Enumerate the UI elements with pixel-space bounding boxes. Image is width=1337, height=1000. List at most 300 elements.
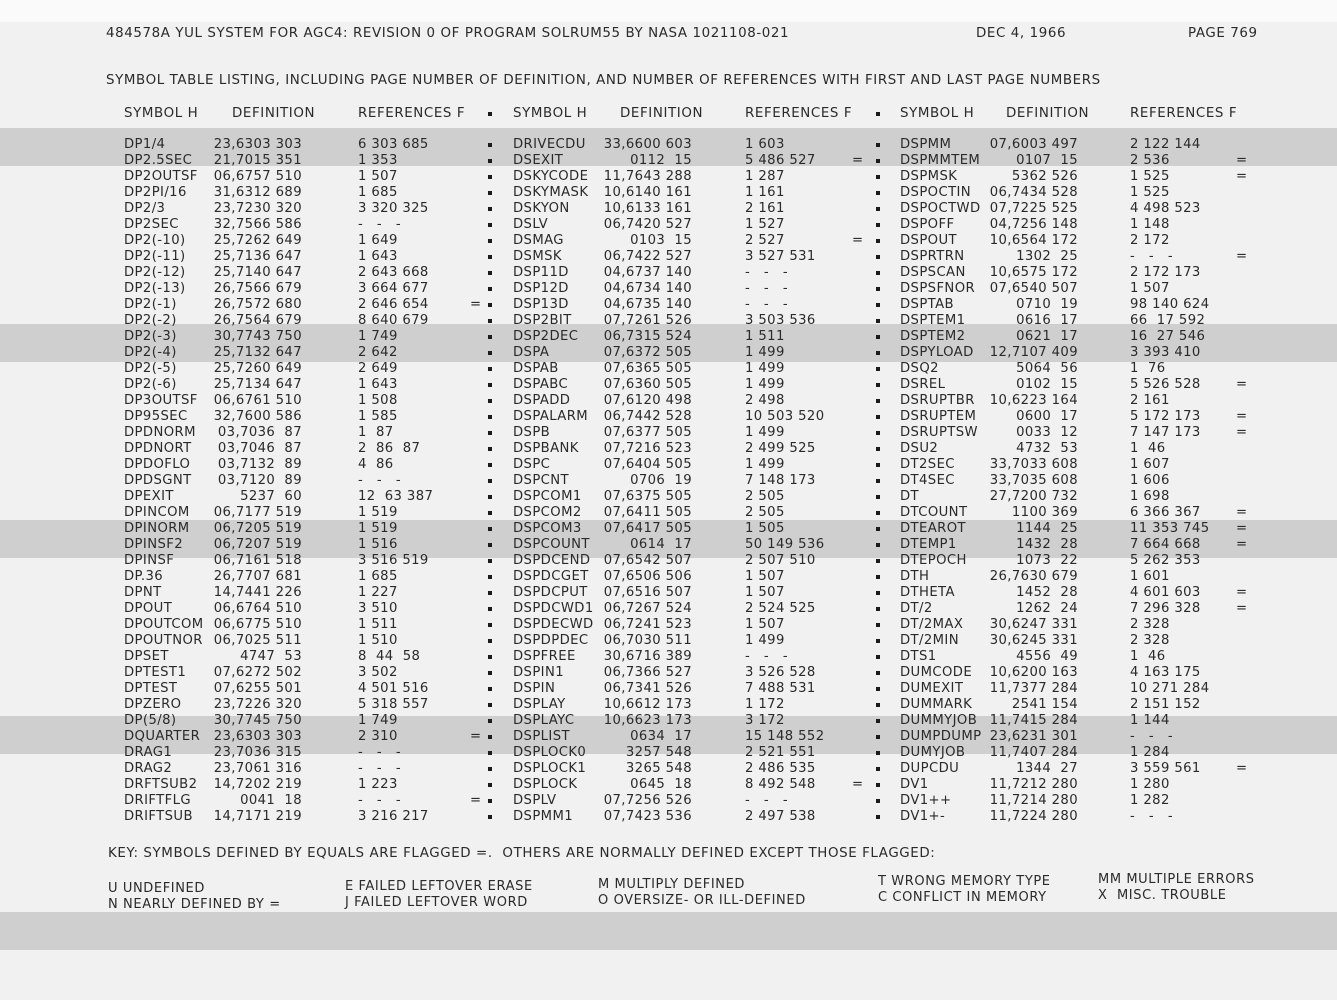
references-cell: 4 86 [358,457,394,472]
flag-cell: = [1236,425,1248,440]
references-cell: 11 353 745 [1130,521,1210,536]
column-separator-mark [876,703,880,707]
symbol-cell: DSRUPTSW [900,425,978,440]
flag-cell: = [1236,761,1248,776]
symbol-cell: DSPBANK [513,441,579,456]
symbol-cell: DSP11D [513,265,569,280]
references-cell: 1 525 [1130,169,1170,184]
references-cell: 2 310 [358,729,398,744]
legend-failed-leftover-erase: E FAILED LEFTOVER ERASE [345,879,533,894]
references-cell: - - - [1130,729,1174,744]
column-separator-mark [488,463,492,467]
references-cell: - - - [745,649,789,664]
definition-cell: 23,6303 303 [213,137,302,152]
references-cell: 1 282 [1130,793,1170,808]
references-cell: 1 507 [358,169,398,184]
column-separator-mark [876,415,880,419]
references-cell: - - - [745,265,789,280]
definition-cell: 25,7136 647 [213,249,302,264]
references-cell: 16 27 546 [1130,329,1206,344]
table-row [0,553,1337,569]
definition-cell: 07,6540 507 [989,281,1078,296]
references-cell: 5 262 353 [1130,553,1201,568]
symbol-cell: DPDNORM [124,425,196,440]
references-cell: 2 151 152 [1130,697,1201,712]
column-separator-mark [488,191,492,195]
column-separator-mark [876,431,880,435]
flag-cell: = [470,297,482,312]
references-cell: 4 501 516 [358,681,429,696]
symbol-cell: DSPAB [513,361,559,376]
symbol-cell: DSMAG [513,233,564,248]
column-separator-mark [876,399,880,403]
references-cell: 1 280 [1130,777,1170,792]
column-separator-mark [876,687,880,691]
flag-cell: = [1236,537,1248,552]
definition-cell: 4556 49 [1016,649,1078,664]
definition-cell: 1344 27 [1016,761,1078,776]
flag-cell: = [1236,409,1248,424]
references-cell: 1 685 [358,569,398,584]
symbol-cell: DT [900,489,920,504]
definition-cell: 33,7035 608 [989,473,1078,488]
references-cell: 1 649 [358,233,398,248]
symbol-cell: DSRUPTEM [900,409,977,424]
column-separator-mark [876,367,880,371]
symbol-cell: DPOUT [124,601,173,616]
definition-cell: 06,7420 527 [603,217,692,232]
symbol-cell: DP2(-10) [124,233,186,248]
references-cell: 1 223 [358,777,398,792]
symbol-cell: DP2(-12) [124,265,186,280]
references-cell: 2 643 668 [358,265,429,280]
column-separator-mark [876,319,880,323]
table-row [0,745,1337,761]
legend-conflict-in-memory: C CONFLICT IN MEMORY [878,890,1047,905]
symbol-cell: DSPMM1 [513,809,574,824]
col2-symbol-header: SYMBOL H [513,106,588,121]
symbol-cell: DSPMM [900,137,952,152]
flag-cell: = [1236,505,1248,520]
column-separator-mark [488,687,492,691]
references-cell: 6 303 685 [358,137,429,152]
definition-cell: 0107 15 [1016,153,1078,168]
references-cell: - - - [745,793,789,808]
symbol-cell: DTEAROT [900,521,966,536]
symbol-cell: DSPC [513,457,551,472]
symbol-cell: DSPOFF [900,217,955,232]
symbol-cell: DRFTSUB2 [124,777,198,792]
symbol-cell: DSPA [513,345,550,360]
symbol-cell: DRIFTFLG [124,793,191,808]
definition-cell: 10,6223 164 [989,393,1078,408]
symbol-cell: DP(5/8) [124,713,177,728]
definition-cell: 25,7134 647 [213,377,302,392]
column-separator-mark [876,159,880,163]
col3-symbol-header: SYMBOL H [900,106,975,121]
references-cell: - - - [745,297,789,312]
column-separator-mark [488,319,492,323]
symbol-cell: DSPIN1 [513,665,565,680]
column-separator-mark [488,719,492,723]
column-separator-mark [876,591,880,595]
definition-cell: 5064 56 [1016,361,1078,376]
definition-cell: 4732 53 [1016,441,1078,456]
definition-cell: 07,6372 505 [603,345,692,360]
references-cell: 1 511 [358,617,398,632]
column-separator-mark [876,639,880,643]
symbol-cell: DSPLOCK [513,777,578,792]
column-separator-mark [876,815,880,819]
definition-cell: 07,6360 505 [603,377,692,392]
definition-cell: 03,7036 87 [217,425,302,440]
definition-cell: 26,7566 679 [213,281,302,296]
references-cell: 7 148 173 [745,473,816,488]
definition-cell: 11,7224 280 [989,809,1078,824]
definition-cell: 14,7441 226 [213,585,302,600]
header-page-number: PAGE 769 [1188,26,1258,41]
definition-cell: 10,6623 173 [603,713,692,728]
symbol-cell: DT/2 [900,601,933,616]
table-row [0,697,1337,713]
definition-cell: 31,6312 689 [213,185,302,200]
table-row [0,505,1337,521]
symbol-cell: DSMSK [513,249,562,264]
symbol-cell: DUMPDUMP [900,729,982,744]
definition-cell: 06,7177 519 [213,505,302,520]
column-separator-mark [488,735,492,739]
definition-cell: 30,7745 750 [213,713,302,728]
references-cell: 1 499 [745,425,785,440]
definition-cell: 1432 28 [1016,537,1078,552]
column-separator-mark [876,463,880,467]
symbol-cell: DSPLAYC [513,713,575,728]
references-cell: 7 664 668 [1130,537,1201,552]
references-cell: 7 488 531 [745,681,816,696]
column-separator-mark [488,767,492,771]
definition-cell: 32,7600 586 [213,409,302,424]
symbol-cell: DPINORM [124,521,190,536]
definition-cell: 07,7423 536 [603,809,692,824]
references-cell: 1 227 [358,585,398,600]
symbol-cell: DSPABC [513,377,569,392]
definition-cell: 11,7415 284 [989,713,1078,728]
flag-cell: = [1236,585,1248,600]
column-separator-mark [876,607,880,611]
table-row [0,377,1337,393]
definition-cell: 07,6255 501 [213,681,302,696]
symbol-cell: DUMEXIT [900,681,964,696]
symbol-cell: DSPDPDEC [513,633,589,648]
definition-cell: 07,6375 505 [603,489,692,504]
definition-cell: 0033 12 [1016,425,1078,440]
symbol-cell: DPTEST1 [124,665,187,680]
legend-multiply-defined: M MULTIPLY DEFINED [598,877,746,892]
column-separator-mark [876,783,880,787]
symbol-cell: DSKYCODE [513,169,589,184]
col2-definition-header: DEFINITION [620,106,704,121]
references-cell: 8 44 58 [358,649,421,664]
symbol-cell: DT/2MAX [900,617,964,632]
references-cell: 3 502 [358,665,398,680]
column-separator-mark [876,143,880,147]
definition-cell: 1144 25 [1016,521,1078,536]
definition-cell: 04,6735 140 [603,297,692,312]
table-row [0,761,1337,777]
definition-cell: 3257 548 [625,745,692,760]
table-row [0,601,1337,617]
symbol-cell: DSPDCGET [513,569,589,584]
definition-cell: 07,6506 506 [603,569,692,584]
references-cell: 1 507 [745,585,785,600]
column-separator-mark [876,191,880,195]
references-cell: - - - [358,745,402,760]
references-cell: 1 505 [745,521,785,536]
definition-cell: 27,7200 732 [989,489,1078,504]
symbol-cell: DTS1 [900,649,937,664]
column-separator-mark [876,559,880,563]
symbol-table [0,137,1337,837]
references-cell: 1 607 [1130,457,1170,472]
symbol-cell: DP2(-5) [124,361,177,376]
definition-cell: 06,6761 510 [213,393,302,408]
definition-cell: 10,6612 173 [603,697,692,712]
symbol-cell: DPTEST [124,681,178,696]
references-cell: 1 507 [745,617,785,632]
symbol-cell: DT/2MIN [900,633,959,648]
col2-references-header: REFERENCES F [745,106,853,121]
column-separator-mark [488,239,492,243]
definition-cell: 07,6120 498 [603,393,692,408]
col1-symbol-header: SYMBOL H [124,106,199,121]
references-cell: 1 499 [745,361,785,376]
legend-misc-trouble: X MISC. TROUBLE [1098,888,1227,903]
table-row [0,569,1337,585]
definition-cell: 26,7572 680 [213,297,302,312]
references-cell: 4 498 523 [1130,201,1201,216]
references-cell: 1 161 [745,185,785,200]
references-cell: 98 140 624 [1130,297,1210,312]
references-cell: 1 525 [1130,185,1170,200]
definition-cell: 03,7120 89 [217,473,302,488]
symbol-cell: DPOUTCOM [124,617,204,632]
column-separator-mark [488,255,492,259]
column-separator-mark [488,175,492,179]
column-separator-mark [876,799,880,803]
definition-cell: 23,7226 320 [213,697,302,712]
column-separator-mark [876,623,880,627]
references-cell: 66 17 592 [1130,313,1206,328]
symbol-cell: DSPDECWD [513,617,594,632]
symbol-cell: DSKYMASK [513,185,589,200]
symbol-cell: DSPDCEND [513,553,591,568]
definition-cell: 26,7564 679 [213,313,302,328]
references-cell: 1 287 [745,169,785,184]
flag-cell: = [852,153,864,168]
column-separator-mark [876,735,880,739]
column-separator-mark [876,303,880,307]
column-separator-mark [876,223,880,227]
symbol-cell: DTEMP1 [900,537,957,552]
symbol-cell: DP1/4 [124,137,166,152]
symbol-cell: DSQ2 [900,361,939,376]
symbol-cell: DSRUPTBR [900,393,975,408]
symbol-cell: DP3OUTSF [124,393,198,408]
definition-cell: 06,7434 528 [989,185,1078,200]
references-cell: - - - [1130,249,1174,264]
references-cell: 1 284 [1130,745,1170,760]
column-separator-mark [488,479,492,483]
symbol-cell: DSPOUT [900,233,957,248]
table-row [0,169,1337,185]
definition-cell: 10,6200 163 [989,665,1078,680]
legend-wrong-memory-type: T WRONG MEMORY TYPE [878,874,1051,889]
definition-cell: 03,7132 89 [217,457,302,472]
references-cell: 4 163 175 [1130,665,1201,680]
definition-cell: 11,7377 284 [989,681,1078,696]
table-row [0,729,1337,745]
column-separator-mark [876,719,880,723]
table-row [0,633,1337,649]
definition-cell: 14,7171 219 [213,809,302,824]
column-separator-mark [488,815,492,819]
references-cell: 3 516 519 [358,553,429,568]
references-cell: 1 527 [745,217,785,232]
col3-definition-header: DEFINITION [1006,106,1090,121]
symbol-cell: DSPLAY [513,697,566,712]
symbol-cell: DSPTEM1 [900,313,966,328]
table-row [0,233,1337,249]
flag-cell: = [1236,521,1248,536]
symbol-cell: DSPMSK [900,169,958,184]
references-cell: 1 698 [1130,489,1170,504]
references-cell: - - - [358,473,402,488]
symbol-cell: DP2(-1) [124,297,177,312]
column-separator-mark [488,351,492,355]
references-cell: 5 486 527 [745,153,816,168]
legend-failed-leftover-word: J FAILED LEFTOVER WORD [345,895,528,910]
definition-cell: 0616 17 [1016,313,1078,328]
references-cell: 5 318 557 [358,697,429,712]
definition-cell: 26,7707 681 [213,569,302,584]
column-separator-mark [488,303,492,307]
definition-cell: 11,7212 280 [989,777,1078,792]
column-separator-mark [488,623,492,627]
references-cell: - - - [745,281,789,296]
column-separator-mark [488,143,492,147]
references-cell: 1 507 [1130,281,1170,296]
table-row [0,681,1337,697]
column-separator-mark [488,527,492,531]
symbol-cell: DPDOFLO [124,457,191,472]
references-cell: 2 505 [745,489,785,504]
symbol-cell: DSPOCTIN [900,185,972,200]
col3-references-header: REFERENCES F [1130,106,1238,121]
column-separator-mark [876,383,880,387]
references-cell: 1 643 [358,249,398,264]
table-row [0,473,1337,489]
definition-cell: 3265 548 [625,761,692,776]
references-cell: 2 642 [358,345,398,360]
symbol-cell: DPSET [124,649,169,664]
symbol-cell: DPZERO [124,697,182,712]
column-separator-mark [488,575,492,579]
references-cell: 2 646 654 [358,297,429,312]
symbol-cell: DSPCOM1 [513,489,582,504]
references-cell: 3 216 217 [358,809,429,824]
definition-cell: 04,7256 148 [989,217,1078,232]
symbol-cell: DSEXIT [513,153,564,168]
symbol-cell: DSPLOCK1 [513,761,587,776]
column-separator-mark [488,383,492,387]
symbol-cell: DSPRTRN [900,249,965,264]
table-row [0,137,1337,153]
definition-cell: 25,7262 649 [213,233,302,248]
column-separator-mark [876,655,880,659]
column-separator-mark [876,255,880,259]
definition-cell: 06,7267 524 [603,601,692,616]
symbol-cell: DPNT [124,585,162,600]
column-separator-mark [488,639,492,643]
symbol-cell: DSPTAB [900,297,954,312]
symbol-cell: DV1+- [900,809,946,824]
symbol-cell: DSPB [513,425,551,440]
definition-cell: 1100 369 [1011,505,1078,520]
definition-cell: 0041 18 [240,793,302,808]
table-row [0,425,1337,441]
references-cell: 6 366 367 [1130,505,1201,520]
column-separator-mark [876,543,880,547]
table-row [0,393,1337,409]
table-row [0,313,1337,329]
definition-cell: 11,7407 284 [989,745,1078,760]
definition-cell: 30,6716 389 [603,649,692,664]
references-cell: 2 505 [745,505,785,520]
flag-cell: = [1236,377,1248,392]
symbol-cell: DP2(-4) [124,345,177,360]
definition-cell: 06,7025 511 [213,633,302,648]
column-separator-mark [488,655,492,659]
definition-cell: 23,6303 303 [213,729,302,744]
references-cell: 1 685 [358,185,398,200]
symbol-cell: DSPCOM3 [513,521,582,536]
references-cell: 2 507 510 [745,553,816,568]
symbol-cell: DP2.5SEC [124,153,193,168]
symbol-cell: DSPIN [513,681,556,696]
column-separator-mark [488,591,492,595]
column-separator-mark [876,495,880,499]
legend-undefined: U UNDEFINED [108,881,205,896]
column-separator-mark [488,799,492,803]
symbol-cell: DRIVECDU [513,137,586,152]
definition-cell: 1452 28 [1016,585,1078,600]
symbol-cell: DSPYLOAD [900,345,974,360]
column-separator-mark [488,783,492,787]
references-cell: 5 172 173 [1130,409,1201,424]
symbol-cell: DSU2 [900,441,939,456]
definition-cell: 26,7630 679 [989,569,1078,584]
references-cell: 2 86 87 [358,441,421,456]
symbol-cell: DP2PI/16 [124,185,187,200]
symbol-cell: DTCOUNT [900,505,968,520]
definition-cell: 25,7260 649 [213,361,302,376]
column-separator-mark [876,511,880,515]
symbol-cell: DSPALARM [513,409,589,424]
definition-cell: 06,7341 526 [603,681,692,696]
definition-cell: 25,7132 647 [213,345,302,360]
col1-references-header: REFERENCES F [358,106,466,121]
table-row [0,617,1337,633]
